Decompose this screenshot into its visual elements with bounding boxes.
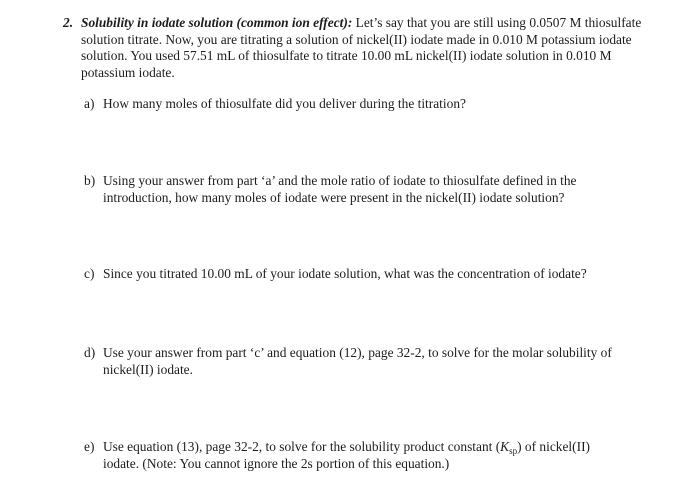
part-text: Using your answer from part ‘a’ and the mole ratio of iodate to thiosulfate defined in the introduction, how many moles of iodate were present in the nickel(II) iodate solution? xyxy=(103,173,577,205)
part-text: How many moles of thiosulfate did you deliver during the titration? xyxy=(103,96,466,111)
part-text: Use your answer from part ‘c’ and equation (12), page 32-2, to solve for the molar solubility of nickel(II) iodate. xyxy=(103,345,612,377)
part-text-after: ) of nickel(II) iodate. (Note: You cannot ignore the 2s portion of this equation.) xyxy=(103,439,590,471)
question-title: Solubility in iodate solution (common ion effect): xyxy=(81,15,353,30)
part-letter: a) xyxy=(84,96,95,111)
part-letter: e) xyxy=(84,439,95,454)
part-e xyxy=(84,439,614,472)
part-text xyxy=(103,439,614,472)
ksp-symbol: K xyxy=(500,439,510,454)
part-a xyxy=(84,96,614,113)
question-number: 2. xyxy=(63,15,74,30)
part-letter: b) xyxy=(84,173,96,188)
part-letter: c) xyxy=(84,266,95,281)
part-c xyxy=(84,266,614,283)
part-d xyxy=(84,345,614,378)
part-text: Since you titrated 10.00 mL of your iodate solution, what was the concentration of iodate? xyxy=(103,266,587,281)
part-b xyxy=(84,173,614,206)
question-2 xyxy=(63,15,663,81)
question-statement xyxy=(81,15,663,81)
ksp-subscript: sp xyxy=(509,446,518,456)
part-text-before: Use equation (13), page 32-2, to solve for the solubility product constant ( xyxy=(103,439,501,454)
part-letter: d) xyxy=(84,345,96,360)
question-text: Let’s say that you are still using 0.0507 M thiosulfate solution titrate. Now, you are titrating a solution of nickel(II) iodate made in 0.010 M potassium iodate solution. You used 57.51 mL of thiosulfate to titrate 10.00 mL nickel(II) iodate solution in 0.010 M potassium iodate. xyxy=(81,15,642,80)
